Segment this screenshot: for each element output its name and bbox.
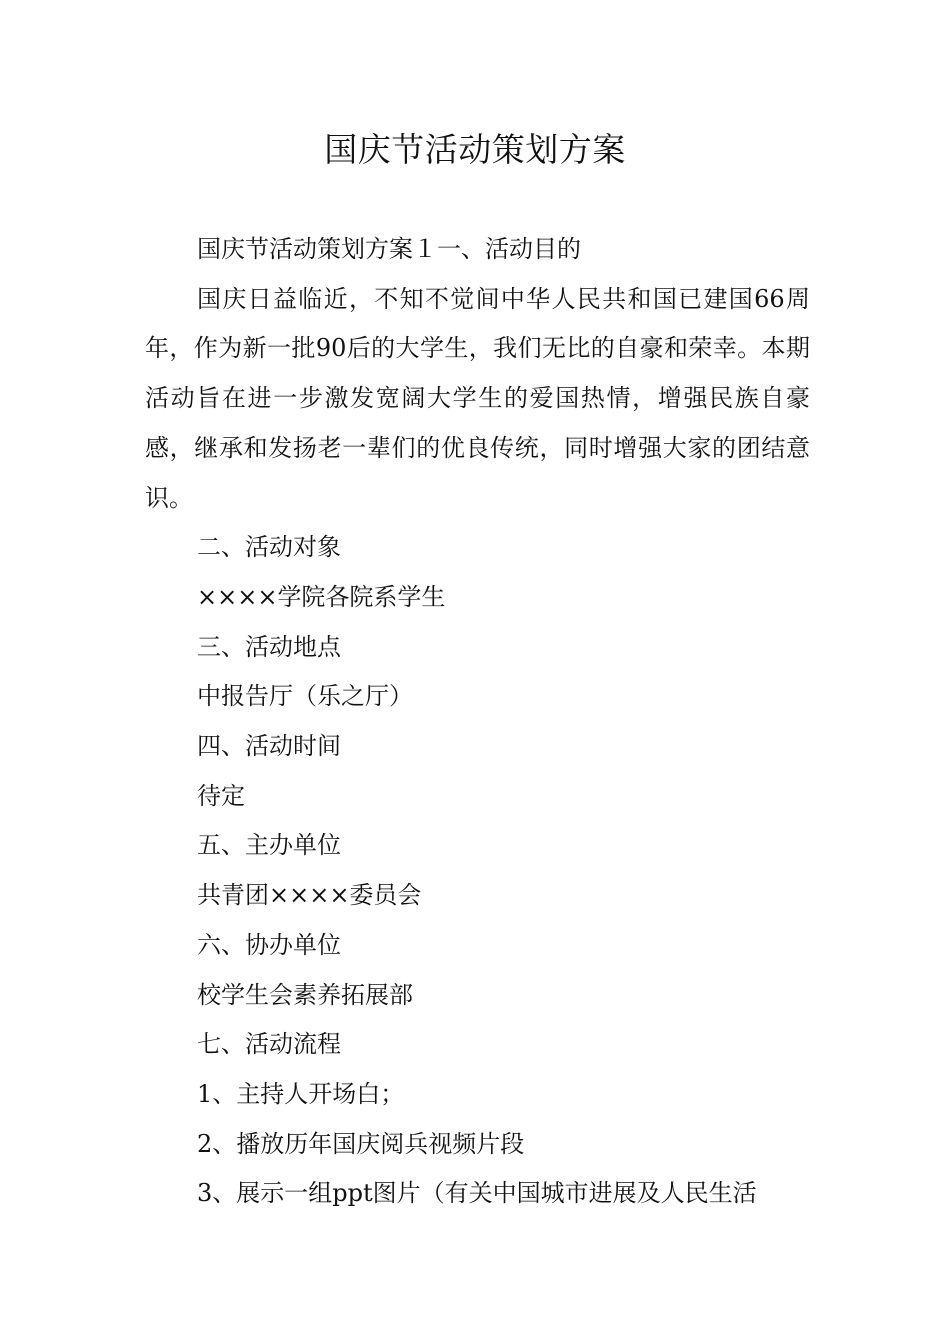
- section-heading-co-organizer: 六、协办单位: [197, 930, 341, 959]
- paragraph-intro-heading: 国庆节活动策划方案１一、活动目的: [197, 235, 581, 263]
- list-item: 3、展示一组ppt图片（有关中国城市进展及人民生活: [197, 1179, 757, 1208]
- section-heading-organizer: 五、主办单位: [197, 831, 341, 860]
- section-heading-location: 三、活动地点: [197, 632, 341, 661]
- section-heading-target: 二、活动对象: [197, 533, 341, 562]
- paragraph-location: 中报告厅（乐之厅）: [197, 682, 413, 711]
- section-heading-process: 七、活动流程: [197, 1030, 341, 1059]
- paragraph-time: 待定: [197, 781, 245, 810]
- paragraph-co-organizer: 校学生会素养拓展部: [197, 980, 413, 1009]
- section-heading-time: 四、活动时间: [197, 732, 341, 761]
- document-body: [145, 225, 810, 1219]
- list-item: 2、播放历年国庆阅兵视频片段: [197, 1129, 525, 1158]
- paragraph-purpose: 国庆日益临近，不知不觉间中华人民共和国已建国66周年，作为新一批90后的大学生，我们无比的自豪和荣幸。本期活动旨在进一步激发宽阔大学生的爱国热情，增强民族自豪感，继承和发扬老一辈们的优良传统，同时增强大家的团结意识。: [145, 284, 810, 512]
- document-title: 国庆节活动策划方案: [324, 130, 626, 169]
- paragraph-organizer: 共青团××××委员会: [197, 881, 422, 910]
- list-item: 1、主持人开场白；: [197, 1079, 405, 1108]
- paragraph-target: ××××学院各院系学生: [197, 582, 446, 611]
